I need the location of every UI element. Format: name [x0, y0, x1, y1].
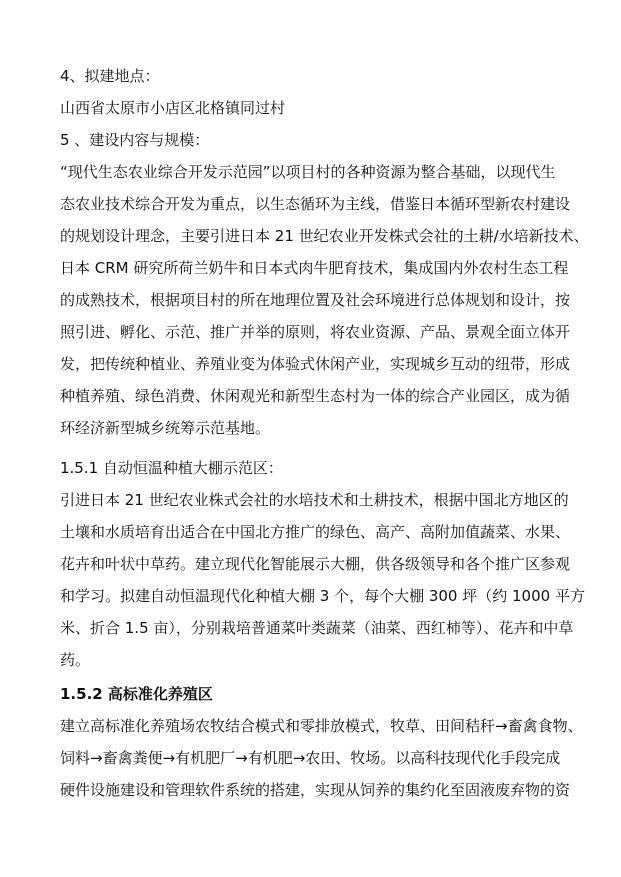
paragraph-line: 的成熟技术，根据项目村的所在地理位置及社会环境进行总体规划和设计，按 [60, 291, 571, 309]
paragraph-line: 照引进、孵化、示范、推广并举的原则，将农业资源、产品、景观全面立体开 [60, 323, 571, 341]
paragraph-line: 日本 CRM 研究所荷兰奶牛和日本式肉牛肥育技术，集成国内外农村生态工程 [60, 259, 569, 277]
paragraph-line: 硬件设施建设和管理软件系统的搭建，实现从饲养的集约化至固液废弃物的资 [60, 781, 571, 799]
paragraph-line: 和学习。拟建自动恒温现代化种植大棚 3 个，每个大棚 300 坪（约 1000 平方 [60, 587, 585, 605]
paragraph-line: 花卉和叶状中草药。建立现代化智能展示大棚，供各级领导和各个推广区参观 [60, 555, 571, 573]
paragraph-line: 药。 [60, 651, 91, 669]
location-text: 山西省太原市小店区北格镇同过村 [60, 99, 286, 117]
paragraph-line: 米、折合 1.5 亩），分别栽培普通菜叶类蔬菜（油菜、西红柿等）、花卉和中草 [60, 619, 574, 637]
section-1-5-1-heading: 1.5.1 自动恒温种植大棚示范区： [60, 459, 283, 477]
paragraph-line: 建立高标准化养殖场农牧结合模式和零排放模式，牧草、田间秸秆→畜禽食物、 [60, 717, 583, 735]
paragraph-line: 土壤和水质培育出适合在中国北方推广的绿色、高产、高附加值蔬菜、水果、 [60, 523, 571, 541]
item-5-heading: 5 、建设内容与规模： [60, 131, 210, 149]
section-1-5-2-heading: 1.5.2 高标准化养殖区 [60, 685, 213, 703]
paragraph-line: 饲料→畜禽粪便→有机肥厂→有机肥→农田、牧场。以高科技现代化手段完成 [60, 749, 561, 767]
paragraph-line: 种植养殖、绿色消费、休闲观光和新型生态村为一体的综合产业园区，成为循 [60, 387, 571, 405]
paragraph-line: 发，把传统种植业、养殖业变为体验式休闲产业，实现城乡互动的纽带，形成 [60, 355, 571, 373]
paragraph-line: “现代生态农业综合开发示范园”以项目村的各种资源为整合基础，以现代生 [60, 163, 556, 181]
paragraph-line: 的规划设计理念，主要引进日本 21 世纪农业开发株式会社的土耕/水培新技术、 [60, 227, 589, 245]
paragraph-line: 引进日本 21 世纪农业株式会社的水培技术和土耕技术，根据中国北方地区的 [60, 491, 569, 509]
item-4-heading: 4、拟建地点： [60, 67, 160, 85]
paragraph-line: 环经济新型城乡统筹示范基地。 [60, 419, 271, 437]
paragraph-line: 态农业技术综合开发为重点，以生态循环为主线，借鉴日本循环型新农村建设 [60, 195, 571, 213]
